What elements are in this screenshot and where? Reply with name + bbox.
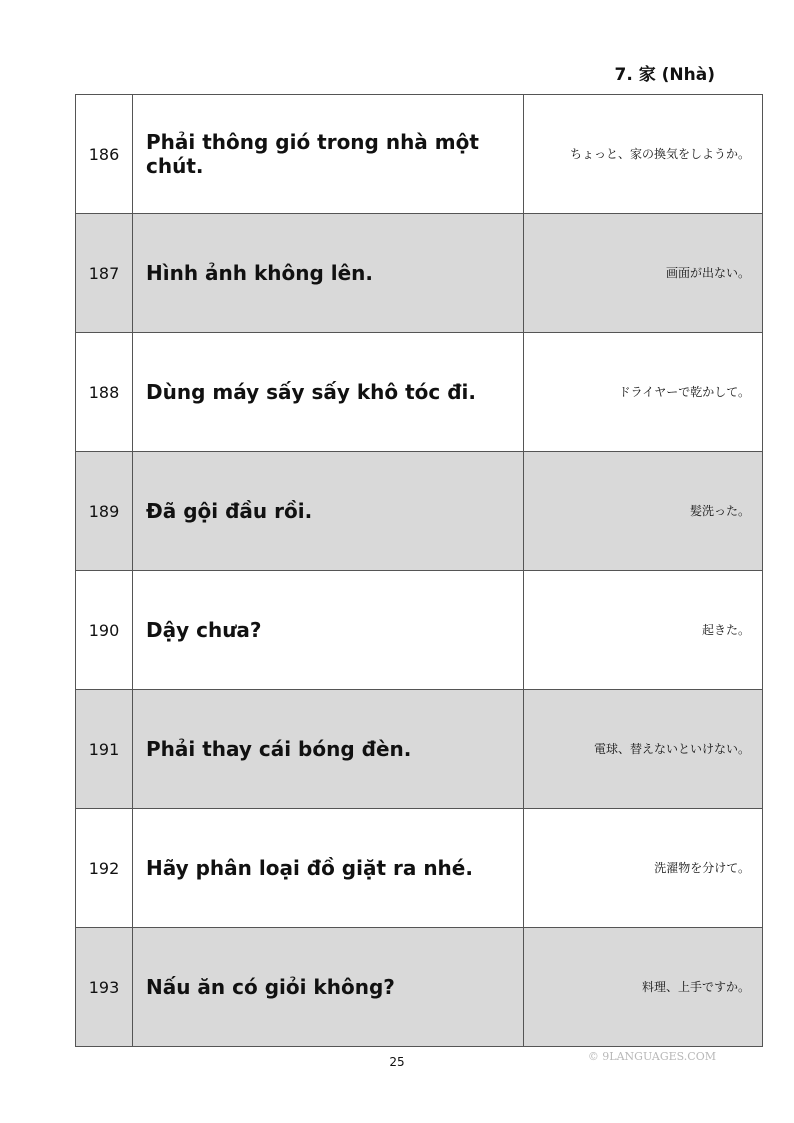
table-row bbox=[76, 452, 763, 571]
section-title: 7. 家 (Nhà) bbox=[614, 65, 715, 85]
vietnamese-phrase: Đã gội đầu rồi. bbox=[133, 452, 524, 571]
japanese-phrase: 洗濯物を分けて。 bbox=[524, 809, 763, 928]
page-number: 25 bbox=[389, 1055, 405, 1069]
row-number: 188 bbox=[76, 333, 133, 452]
table-row bbox=[76, 214, 763, 333]
table-row bbox=[76, 690, 763, 809]
row-number: 190 bbox=[76, 571, 133, 690]
japanese-phrase: 料理、上手ですか。 bbox=[524, 928, 763, 1047]
vietnamese-phrase: Hình ảnh không lên. bbox=[133, 214, 524, 333]
japanese-phrase: 髪洗った。 bbox=[524, 452, 763, 571]
japanese-phrase: 起きた。 bbox=[524, 571, 763, 690]
table-row bbox=[76, 928, 763, 1047]
vietnamese-phrase: Phải thay cái bóng đèn. bbox=[133, 690, 524, 809]
row-number: 186 bbox=[76, 95, 133, 214]
row-number: 189 bbox=[76, 452, 133, 571]
vietnamese-phrase: Dùng máy sấy sấy khô tóc đi. bbox=[133, 333, 524, 452]
table-row bbox=[76, 571, 763, 690]
row-number: 192 bbox=[76, 809, 133, 928]
row-number: 187 bbox=[76, 214, 133, 333]
table-row bbox=[76, 809, 763, 928]
japanese-phrase: ドライヤーで乾かして。 bbox=[524, 333, 763, 452]
table-row bbox=[76, 333, 763, 452]
vietnamese-phrase: Hãy phân loại đồ giặt ra nhé. bbox=[133, 809, 524, 928]
table-row bbox=[76, 95, 763, 214]
vietnamese-phrase: Nấu ăn có giỏi không? bbox=[133, 928, 524, 1047]
row-number: 191 bbox=[76, 690, 133, 809]
watermark: © 9LANGUAGES.COM bbox=[587, 1050, 716, 1063]
japanese-phrase: 画面が出ない。 bbox=[524, 214, 763, 333]
japanese-phrase: ちょっと、家の換気をしようか。 bbox=[524, 95, 763, 214]
japanese-phrase: 電球、替えないといけない。 bbox=[524, 690, 763, 809]
vietnamese-phrase: Dậy chưa? bbox=[133, 571, 524, 690]
phrase-table bbox=[75, 94, 763, 1047]
row-number: 193 bbox=[76, 928, 133, 1047]
vietnamese-phrase: Phải thông gió trong nhà một chút. bbox=[133, 95, 524, 214]
